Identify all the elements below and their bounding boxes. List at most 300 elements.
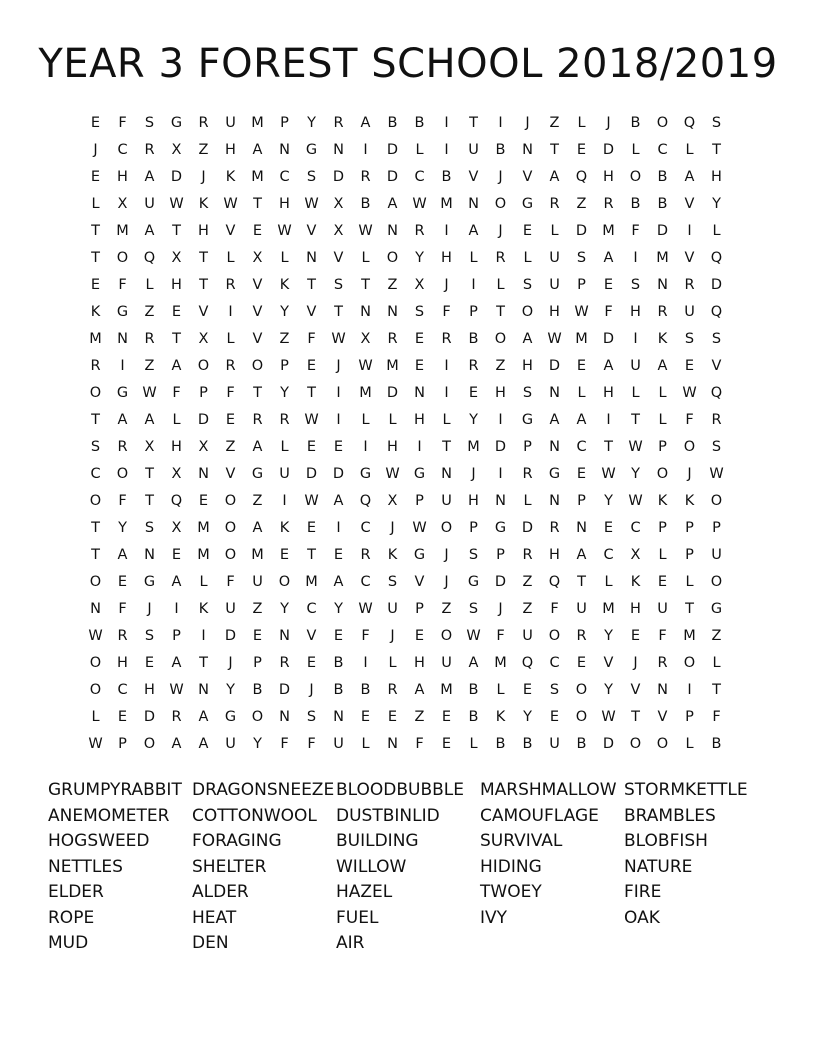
grid-letter: E xyxy=(117,709,128,725)
grid-letter: Y xyxy=(712,196,721,212)
grid-letter: P xyxy=(280,358,289,374)
word-list-item: BRAMBLES xyxy=(624,805,716,826)
word-list-item: BLOODBUBBLE xyxy=(336,780,465,800)
grid-letter: H xyxy=(522,358,533,374)
grid-letter: R xyxy=(495,250,506,266)
grid-letter: N xyxy=(117,331,128,347)
grid-letter: K xyxy=(225,169,236,185)
grid-row xyxy=(82,542,730,569)
grid-letter: N xyxy=(279,142,290,158)
grid-letter: Z xyxy=(252,601,263,617)
grid-letter: R xyxy=(387,682,398,698)
grid-letter: N xyxy=(549,493,560,509)
grid-letter: F xyxy=(361,628,370,644)
grid-letter: V xyxy=(306,304,317,320)
grid-row xyxy=(82,164,730,191)
grid-letter: B xyxy=(360,196,371,212)
grid-letter: E xyxy=(198,493,209,509)
grid-letter: G xyxy=(116,304,129,320)
grid-letter: F xyxy=(118,601,127,617)
grid-row xyxy=(82,137,730,164)
grid-letter: O xyxy=(629,736,642,752)
grid-row xyxy=(82,218,730,245)
grid-letter: N xyxy=(360,304,371,320)
grid-letter: A xyxy=(576,547,587,563)
grid-letter: D xyxy=(494,574,507,590)
grid-letter: R xyxy=(549,196,560,212)
grid-letter: L xyxy=(685,736,694,752)
grid-letter: J xyxy=(201,169,206,185)
grid-letter: K xyxy=(495,709,506,725)
grid-letter: O xyxy=(89,385,102,401)
grid-letter: A xyxy=(684,169,695,185)
grid-letter: M xyxy=(602,223,615,239)
grid-letter: T xyxy=(145,493,154,509)
grid-letter: G xyxy=(413,466,426,482)
grid-letter: G xyxy=(143,574,156,590)
grid-letter: I xyxy=(417,439,422,455)
grid-row xyxy=(82,326,730,353)
grid-letter: T xyxy=(199,250,208,266)
grid-letter: F xyxy=(118,115,127,131)
grid-letter: P xyxy=(415,601,424,617)
grid-letter: L xyxy=(388,412,397,428)
grid-letter: X xyxy=(630,547,641,563)
grid-letter: S xyxy=(522,277,533,293)
grid-letter: A xyxy=(144,223,155,239)
grid-letter: Y xyxy=(307,115,316,131)
grid-letter: P xyxy=(172,628,181,644)
grid-letter: T xyxy=(604,439,613,455)
grid-letter: J xyxy=(147,601,152,617)
grid-letter: H xyxy=(468,493,479,509)
grid-letter: O xyxy=(440,520,453,536)
grid-letter: D xyxy=(197,412,210,428)
grid-letter: U xyxy=(630,358,641,374)
grid-letter: E xyxy=(576,358,587,374)
grid-letter: O xyxy=(494,196,507,212)
grid-letter: E xyxy=(90,115,101,131)
grid-letter: H xyxy=(117,655,128,671)
grid-letter: R xyxy=(549,520,560,536)
grid-letter: Y xyxy=(523,709,532,725)
grid-letter: I xyxy=(363,439,368,455)
grid-letter: F xyxy=(172,385,181,401)
grid-letter: I xyxy=(282,493,287,509)
grid-letter: I xyxy=(633,331,638,347)
grid-letter: U xyxy=(684,304,695,320)
grid-letter: K xyxy=(279,277,290,293)
grid-letter: N xyxy=(657,682,668,698)
grid-letter: W xyxy=(628,493,643,509)
grid-letter: E xyxy=(333,547,344,563)
grid-row xyxy=(82,245,730,272)
grid-row xyxy=(82,569,730,596)
grid-letter: X xyxy=(198,439,209,455)
grid-letter: A xyxy=(549,412,560,428)
grid-letter: E xyxy=(576,142,587,158)
grid-letter: W xyxy=(358,358,373,374)
grid-letter: N xyxy=(549,385,560,401)
grid-letter: P xyxy=(199,385,208,401)
grid-letter: L xyxy=(577,385,586,401)
grid-letter: C xyxy=(306,601,317,617)
grid-letter: G xyxy=(359,466,372,482)
grid-letter: D xyxy=(305,466,318,482)
grid-letter: J xyxy=(390,520,395,536)
grid-letter: A xyxy=(414,682,425,698)
grid-letter: E xyxy=(171,547,182,563)
grid-letter: C xyxy=(603,547,614,563)
grid-letter: Y xyxy=(469,412,478,428)
grid-letter: V xyxy=(630,682,641,698)
grid-letter: O xyxy=(683,439,696,455)
grid-letter: L xyxy=(712,223,721,239)
grid-letter: T xyxy=(334,304,343,320)
grid-row xyxy=(82,434,730,461)
grid-letter: O xyxy=(143,736,156,752)
grid-letter: C xyxy=(117,682,128,698)
grid-letter: O xyxy=(683,655,696,671)
grid-letter: L xyxy=(631,142,640,158)
grid-letter: L xyxy=(199,574,208,590)
grid-letter: W xyxy=(88,628,103,644)
grid-letter: T xyxy=(199,277,208,293)
grid-letter: H xyxy=(711,169,722,185)
word-list-item: NATURE xyxy=(624,856,693,877)
grid-letter: N xyxy=(441,466,452,482)
grid-letter: N xyxy=(387,736,398,752)
word-list-item: ELDER xyxy=(48,882,104,902)
grid-letter: M xyxy=(116,223,129,239)
grid-letter: E xyxy=(144,655,155,671)
grid-letter: W xyxy=(412,196,427,212)
grid-letter: S xyxy=(333,277,344,293)
grid-letter: G xyxy=(521,412,534,428)
grid-letter: R xyxy=(117,628,128,644)
grid-letter: O xyxy=(251,709,264,725)
grid-letter: D xyxy=(170,169,183,185)
grid-letter: R xyxy=(522,466,533,482)
grid-letter: I xyxy=(498,412,503,428)
grid-row xyxy=(82,407,730,434)
grid-letter: G xyxy=(710,601,723,617)
grid-row xyxy=(82,623,730,650)
grid-letter: N xyxy=(198,682,209,698)
grid-letter: F xyxy=(658,628,667,644)
grid-letter: L xyxy=(604,574,613,590)
grid-letter: I xyxy=(201,628,206,644)
grid-letter: I xyxy=(444,358,449,374)
grid-letter: D xyxy=(386,169,399,185)
grid-letter: Z xyxy=(495,358,506,374)
grid-letter: I xyxy=(363,655,368,671)
grid-letter: M xyxy=(197,520,210,536)
grid-letter: R xyxy=(441,331,452,347)
grid-letter: N xyxy=(279,709,290,725)
grid-letter: I xyxy=(471,277,476,293)
grid-row xyxy=(82,191,730,218)
grid-letter: W xyxy=(709,466,724,482)
grid-letter: Q xyxy=(683,115,696,131)
grid-letter: B xyxy=(468,331,479,347)
grid-letter: B xyxy=(333,655,344,671)
grid-letter: R xyxy=(360,547,371,563)
grid-letter: U xyxy=(225,601,236,617)
grid-letter: S xyxy=(90,439,101,455)
grid-letter: L xyxy=(685,574,694,590)
grid-row xyxy=(82,461,730,488)
grid-letter: N xyxy=(657,277,668,293)
grid-letter: T xyxy=(172,331,181,347)
grid-letter: S xyxy=(468,547,479,563)
grid-letter: A xyxy=(549,169,560,185)
grid-letter: C xyxy=(414,169,425,185)
grid-letter: P xyxy=(577,493,586,509)
grid-row xyxy=(82,380,730,407)
word-list-item: SHELTER xyxy=(192,856,267,877)
grid-letter: J xyxy=(444,277,449,293)
grid-letter: S xyxy=(549,682,560,698)
grid-letter: R xyxy=(387,331,398,347)
grid-letter: I xyxy=(363,142,368,158)
grid-letter: Z xyxy=(576,196,587,212)
grid-letter: X xyxy=(252,250,263,266)
grid-letter: L xyxy=(226,331,235,347)
grid-letter: I xyxy=(444,223,449,239)
grid-letter: H xyxy=(279,196,290,212)
grid-letter: I xyxy=(228,304,233,320)
grid-letter: Y xyxy=(334,601,343,617)
grid-letter: A xyxy=(387,196,398,212)
grid-letter: E xyxy=(306,358,317,374)
grid-letter: I xyxy=(498,466,503,482)
grid-letter: A xyxy=(468,223,479,239)
grid-letter: V xyxy=(684,250,695,266)
grid-letter: V xyxy=(198,304,209,320)
grid-letter: V xyxy=(468,169,479,185)
grid-letter: J xyxy=(336,358,341,374)
grid-letter: W xyxy=(88,736,103,752)
grid-letter: I xyxy=(444,115,449,131)
grid-letter: M xyxy=(494,655,507,671)
grid-letter: C xyxy=(576,439,587,455)
grid-letter: Q xyxy=(710,385,723,401)
grid-letter: B xyxy=(441,169,452,185)
grid-letter: T xyxy=(91,250,100,266)
grid-letter: B xyxy=(360,682,371,698)
grid-row xyxy=(82,515,730,542)
grid-letter: I xyxy=(336,385,341,401)
grid-letter: X xyxy=(387,493,398,509)
grid-letter: W xyxy=(601,709,616,725)
grid-letter: S xyxy=(684,331,695,347)
grid-letter: A xyxy=(333,493,344,509)
grid-letter: E xyxy=(306,655,317,671)
grid-letter: L xyxy=(577,115,586,131)
grid-letter: F xyxy=(118,493,127,509)
grid-letter: B xyxy=(522,736,533,752)
grid-letter: N xyxy=(468,196,479,212)
grid-letter: T xyxy=(469,115,478,131)
grid-letter: W xyxy=(277,223,292,239)
grid-letter: Z xyxy=(225,439,236,455)
grid-letter: A xyxy=(198,736,209,752)
grid-letter: Q xyxy=(143,250,156,266)
grid-letter: E xyxy=(549,709,560,725)
grid-letter: X xyxy=(333,196,344,212)
grid-letter: E xyxy=(117,574,128,590)
grid-letter: H xyxy=(198,223,209,239)
grid-letter: G xyxy=(251,466,264,482)
grid-letter: E xyxy=(576,655,587,671)
grid-letter: U xyxy=(441,655,452,671)
grid-letter: L xyxy=(361,412,370,428)
grid-letter: Q xyxy=(359,493,372,509)
grid-letter: J xyxy=(228,655,233,671)
grid-letter: B xyxy=(387,115,398,131)
grid-letter: L xyxy=(361,250,370,266)
grid-letter: Q xyxy=(521,655,534,671)
grid-letter: Y xyxy=(280,304,289,320)
grid-letter: B xyxy=(414,115,425,131)
grid-letter: X xyxy=(171,520,182,536)
grid-letter: G xyxy=(116,385,129,401)
grid-letter: S xyxy=(522,385,533,401)
grid-letter: O xyxy=(278,574,291,590)
word-list-item: DUSTBINLID xyxy=(336,805,440,826)
grid-letter: A xyxy=(468,655,479,671)
grid-letter: U xyxy=(387,601,398,617)
grid-letter: T xyxy=(712,682,721,698)
grid-letter: U xyxy=(225,736,236,752)
grid-letter: K xyxy=(198,601,209,617)
grid-letter: B xyxy=(468,682,479,698)
grid-letter: N xyxy=(414,385,425,401)
grid-letter: P xyxy=(685,709,694,725)
grid-letter: O xyxy=(386,250,399,266)
grid-letter: E xyxy=(252,223,263,239)
grid-letter: E xyxy=(468,385,479,401)
grid-letter: E xyxy=(279,547,290,563)
letter-grid xyxy=(82,110,730,758)
grid-letter: E xyxy=(441,709,452,725)
grid-letter: X xyxy=(171,250,182,266)
grid-letter: F xyxy=(712,709,721,725)
grid-letter: L xyxy=(361,736,370,752)
grid-letter: H xyxy=(171,439,182,455)
grid-letter: Z xyxy=(711,628,722,644)
grid-letter: V xyxy=(225,466,236,482)
grid-letter: L xyxy=(415,142,424,158)
grid-letter: H xyxy=(549,547,560,563)
grid-letter: D xyxy=(656,223,669,239)
grid-letter: U xyxy=(468,142,479,158)
grid-letter: M xyxy=(575,331,588,347)
grid-letter: X xyxy=(333,223,344,239)
grid-letter: B xyxy=(495,736,506,752)
grid-letter: I xyxy=(687,682,692,698)
grid-letter: T xyxy=(685,601,694,617)
grid-letter: O xyxy=(548,628,561,644)
grid-letter: Q xyxy=(710,304,723,320)
grid-letter: L xyxy=(496,277,505,293)
grid-letter: Z xyxy=(522,574,533,590)
grid-letter: D xyxy=(332,169,345,185)
grid-letter: J xyxy=(498,169,503,185)
grid-letter: Z xyxy=(441,601,452,617)
grid-letter: T xyxy=(631,412,640,428)
grid-letter: V xyxy=(414,574,425,590)
grid-letter: F xyxy=(307,736,316,752)
grid-letter: Z xyxy=(522,601,533,617)
grid-letter: V xyxy=(603,655,614,671)
grid-letter: D xyxy=(575,223,588,239)
grid-letter: H xyxy=(117,169,128,185)
grid-letter: Z xyxy=(198,142,209,158)
grid-letter: C xyxy=(90,466,101,482)
grid-letter: V xyxy=(657,709,668,725)
grid-letter: N xyxy=(495,493,506,509)
grid-letter: P xyxy=(253,655,262,671)
word-list-item: HAZEL xyxy=(336,882,393,902)
grid-letter: Z xyxy=(387,277,398,293)
word-list-item: GRUMPYRABBIT xyxy=(48,780,182,800)
grid-letter: L xyxy=(658,547,667,563)
grid-letter: D xyxy=(143,709,156,725)
grid-letter: T xyxy=(550,142,559,158)
grid-letter: L xyxy=(172,412,181,428)
grid-letter: M xyxy=(197,547,210,563)
grid-letter: R xyxy=(576,628,587,644)
grid-letter: A xyxy=(117,547,128,563)
grid-letter: X xyxy=(360,331,371,347)
grid-letter: G xyxy=(521,196,534,212)
grid-letter: T xyxy=(199,655,208,671)
grid-letter: U xyxy=(657,601,668,617)
word-list-item: HIDING xyxy=(480,856,542,877)
grid-letter: E xyxy=(414,628,425,644)
grid-letter: Q xyxy=(710,250,723,266)
grid-letter: B xyxy=(252,682,263,698)
grid-letter: D xyxy=(521,520,534,536)
grid-letter: S xyxy=(711,115,722,131)
grid-letter: D xyxy=(386,142,399,158)
grid-letter: J xyxy=(525,115,530,131)
grid-letter: A xyxy=(576,412,587,428)
grid-letter: P xyxy=(415,493,424,509)
grid-row xyxy=(82,110,730,137)
grid-letter: Z xyxy=(279,331,290,347)
grid-letter: P xyxy=(469,520,478,536)
grid-letter: W xyxy=(169,682,184,698)
grid-letter: N xyxy=(144,547,155,563)
grid-letter: D xyxy=(332,466,345,482)
grid-letter: W xyxy=(223,196,238,212)
grid-letter: R xyxy=(144,331,155,347)
grid-letter: R xyxy=(522,547,533,563)
grid-letter: E xyxy=(90,169,101,185)
grid-letter: T xyxy=(91,412,100,428)
grid-letter: W xyxy=(682,385,697,401)
grid-letter: O xyxy=(710,493,723,509)
grid-letter: D xyxy=(494,439,507,455)
grid-letter: T xyxy=(172,223,181,239)
grid-letter: L xyxy=(523,493,532,509)
grid-letter: L xyxy=(280,250,289,266)
word-list-item: SURVIVAL xyxy=(480,831,563,851)
grid-letter: P xyxy=(712,520,721,536)
